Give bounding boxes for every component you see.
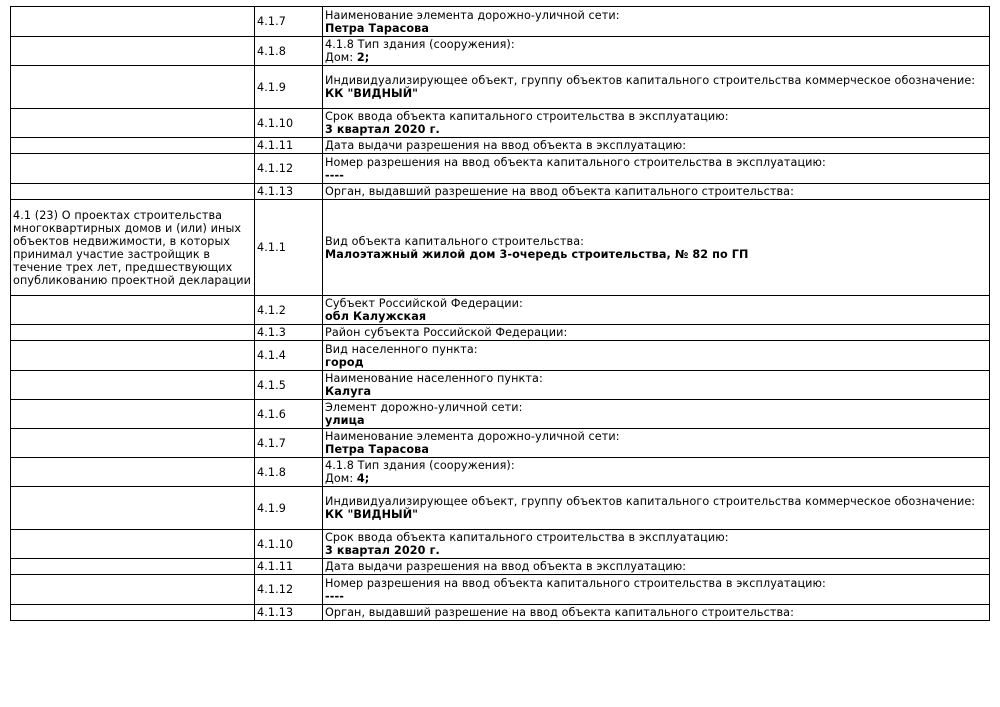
item-number: 4.1.4: [255, 341, 323, 371]
item-label: Наименование элемента дорожно-уличной сети:: [325, 8, 620, 22]
item-value: Петра Тарасова: [325, 21, 429, 35]
item-value: Петра Тарасова: [325, 443, 429, 456]
table-row: [11, 605, 990, 621]
section-cell: [11, 341, 255, 371]
table-row: [11, 458, 990, 487]
item-number: 4.1.9: [255, 66, 323, 109]
item-cell: [323, 200, 990, 296]
item-cell: [323, 400, 990, 429]
item-label: Орган, выдавший разрешение на ввод объекта капитального строительства:: [325, 606, 794, 619]
item-cell: [323, 7, 990, 37]
item-cell: [323, 341, 990, 371]
item-label: Орган, выдавший разрешение на ввод объекта капитального строительства:: [325, 185, 794, 198]
item-value: Малоэтажный жилой дом 3-очередь строительства, № 82 по ГП: [325, 247, 749, 261]
item-number: 4.1.11: [255, 559, 323, 575]
item-cell: [323, 605, 990, 621]
item-number: 4.1.12: [255, 575, 323, 605]
section-cell: [11, 184, 255, 200]
table-row: [11, 109, 990, 138]
section-cell: [11, 7, 255, 37]
item-value: ----: [325, 168, 344, 182]
table-row: [11, 296, 990, 325]
section-cell: [11, 575, 255, 605]
item-label: Наименование населенного пункта:: [325, 372, 543, 385]
section-cell: [11, 605, 255, 621]
item-number: 4.1.12: [255, 154, 323, 184]
table-row: [11, 371, 990, 400]
table-row: [11, 575, 990, 605]
item-label: Вид населенного пункта:: [325, 342, 478, 356]
section-cell: [11, 400, 255, 429]
section-cell: [11, 296, 255, 325]
item-number: 4.1.9: [255, 487, 323, 530]
item-value: город: [325, 355, 364, 369]
section-cell: [11, 109, 255, 138]
item-label: Район субъекта Российской Федерации:: [325, 326, 568, 339]
item-value: 4;: [356, 472, 370, 485]
section-cell: [11, 66, 255, 109]
item-cell: [323, 109, 990, 138]
item-label: 4.1.8 Тип здания (сооружения):: [325, 459, 515, 472]
item-cell: [323, 296, 990, 325]
item-cell: [323, 559, 990, 575]
item-label: Индивидуализирующее объект, группу объектов капитального строительства коммерческое обозначение:: [325, 74, 976, 87]
item-value: улица: [325, 414, 365, 427]
item-value: 3 квартал 2020 г.: [325, 544, 440, 557]
item-number: 4.1.1: [255, 200, 323, 296]
item-cell: [323, 66, 990, 109]
section-cell: [11, 429, 255, 458]
table-row: [11, 325, 990, 341]
section-cell: [11, 138, 255, 154]
item-prefix: Дом:: [325, 472, 357, 485]
table-row: [11, 487, 990, 530]
item-label: Вид объекта капитального строительства:: [325, 234, 585, 248]
item-cell: [323, 325, 990, 341]
table-row: [11, 530, 990, 559]
item-prefix: Дом:: [325, 51, 357, 64]
section-cell: [11, 371, 255, 400]
item-label: Дата выдачи разрешения на ввод объекта в эксплуатацию:: [325, 560, 687, 573]
item-label: Индивидуализирующее объект, группу объектов капитального строительства коммерческое обозначение:: [325, 495, 976, 508]
item-value: КК "ВИДНЫЙ": [325, 87, 419, 100]
item-number: 4.1.5: [255, 371, 323, 400]
item-label: Наименование элемента дорожно-уличной сети:: [325, 430, 620, 443]
section-cell: [11, 487, 255, 530]
section-label: 4.1 (23) О проектах строительства многоквартирных домов и (или) иных объектов недвижимости, в которых принимал участие застройщик в течение трех лет, предшествующих опубликованию проектной декларации: [11, 200, 255, 296]
section-cell: [11, 458, 255, 487]
table-row: [11, 341, 990, 371]
item-cell: [323, 154, 990, 184]
item-number: 4.1.11: [255, 138, 323, 154]
table-row: [11, 138, 990, 154]
item-number: 4.1.10: [255, 530, 323, 559]
section-cell: [11, 559, 255, 575]
item-label: Субъект Российской Федерации:: [325, 297, 523, 310]
item-cell: [323, 429, 990, 458]
item-number: 4.1.8: [255, 37, 323, 66]
item-label: Срок ввода объекта капитального строительства в эксплуатацию:: [325, 531, 729, 544]
declaration-table: [10, 6, 990, 621]
item-value: ----: [325, 589, 344, 603]
item-cell: [323, 184, 990, 200]
item-cell: [323, 37, 990, 66]
item-number: 4.1.8: [255, 458, 323, 487]
item-label: Элемент дорожно-уличной сети:: [325, 401, 523, 414]
item-cell: [323, 458, 990, 487]
item-number: 4.1.6: [255, 400, 323, 429]
item-value: 2;: [356, 51, 370, 64]
table-row: [11, 66, 990, 109]
item-value: 3 квартал 2020 г.: [325, 123, 440, 136]
item-number: 4.1.13: [255, 184, 323, 200]
item-number: 4.1.3: [255, 325, 323, 341]
item-label: 4.1.8 Тип здания (сооружения):: [325, 38, 515, 51]
item-cell: [323, 575, 990, 605]
section-cell: [11, 154, 255, 184]
item-value: КК "ВИДНЫЙ": [325, 508, 419, 521]
item-label: Номер разрешения на ввод объекта капитального строительства в эксплуатацию:: [325, 576, 826, 590]
section-cell: [11, 37, 255, 66]
item-label: Номер разрешения на ввод объекта капитального строительства в эксплуатацию:: [325, 155, 826, 169]
table-row: [11, 7, 990, 37]
table-row: [11, 429, 990, 458]
table-row: [11, 184, 990, 200]
item-cell: [323, 138, 990, 154]
item-number: 4.1.7: [255, 7, 323, 37]
item-label: Срок ввода объекта капитального строительства в эксплуатацию:: [325, 110, 729, 123]
table-row: [11, 154, 990, 184]
section-cell: [11, 325, 255, 341]
item-cell: [323, 530, 990, 559]
item-value: Калуга: [325, 385, 372, 398]
table-row: [11, 200, 990, 296]
table-row: [11, 37, 990, 66]
item-cell: [323, 487, 990, 530]
item-cell: [323, 371, 990, 400]
item-value: обл Калужская: [325, 310, 427, 323]
item-label: Дата выдачи разрешения на ввод объекта в эксплуатацию:: [325, 139, 687, 152]
item-number: 4.1.2: [255, 296, 323, 325]
table-row: [11, 559, 990, 575]
section-cell: [11, 530, 255, 559]
table-row: [11, 400, 990, 429]
item-number: 4.1.10: [255, 109, 323, 138]
item-number: 4.1.13: [255, 605, 323, 621]
item-number: 4.1.7: [255, 429, 323, 458]
